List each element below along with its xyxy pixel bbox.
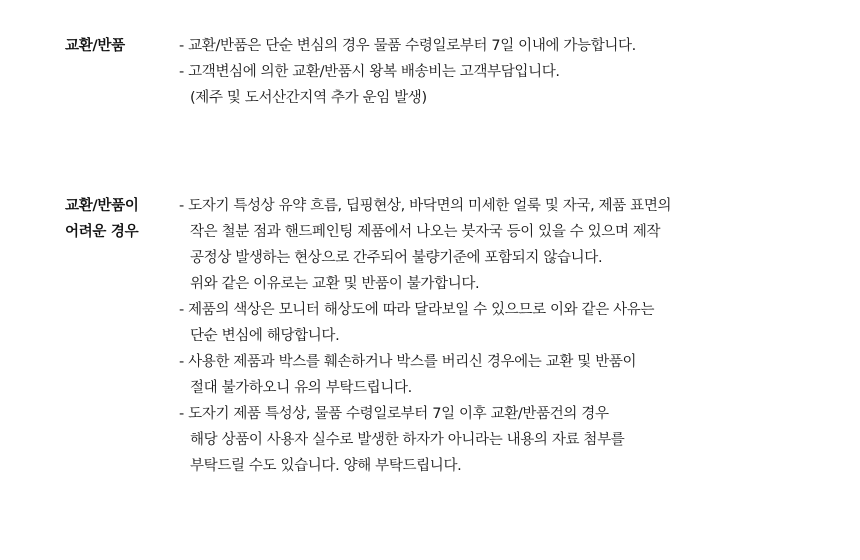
policy-line: 해당 상품이 사용자 실수로 발생한 하자가 아니라는 내용의 자료 첨부를 (190, 432, 625, 448)
section-label-exchange-return (0, 33, 125, 59)
section-body-exchange-return (115, 33, 860, 111)
policy-line: - 도자기 특성상 유약 흐름, 딥핑현상, 바닥면의 미세한 얼룩 및 자국, 제품 표면의 (179, 198, 672, 214)
section-label-line: 교환/반품이 (65, 198, 139, 214)
policy-line: 절대 불가하오니 유의 부탁드립니다. (190, 380, 412, 396)
policy-line: 작은 철분 점과 핸드페인팅 제품에서 나오는 붓자국 등이 있을 수 있으며 제작 (190, 224, 661, 240)
policy-line: 부탁드릴 수도 있습니다. 양해 부탁드립니다. (190, 458, 462, 474)
section-label-line: 어려운 경우 (65, 224, 139, 240)
section-body-difficult-cases (115, 193, 860, 479)
section-label-line: 교환/반품 (65, 38, 125, 54)
policy-line: (제주 및 도서산간지역 추가 운임 발생) (190, 90, 427, 106)
policy-line: - 교환/반품은 단순 변심의 경우 물품 수령일로부터 7일 이내에 가능합니다. (179, 38, 636, 54)
policy-line: - 고객변심에 의한 교환/반품시 왕복 배송비는 고객부담입니다. (179, 64, 560, 80)
policy-line: 위와 같은 이유로는 교환 및 반품이 불가합니다. (190, 276, 480, 292)
policy-line: - 제품의 색상은 모니터 해상도에 따라 달라보일 수 있으므로 이와 같은 사유는 (179, 302, 655, 318)
section-exchange-return (0, 33, 860, 111)
policy-line: 단순 변심에 해당합니다. (190, 328, 340, 344)
section-label-difficult-cases (0, 193, 139, 245)
policy-line: - 사용한 제품과 박스를 훼손하거나 박스를 버리신 경우에는 교환 및 반품이 (179, 354, 637, 370)
policy-line: 공정상 발생하는 현상으로 간주되어 불량기준에 포함되지 않습니다. (190, 250, 603, 266)
policy-line: - 도자기 제품 특성상, 물품 수령일로부터 7일 이후 교환/반품건의 경우 (179, 406, 609, 422)
section-difficult-cases (0, 193, 860, 479)
